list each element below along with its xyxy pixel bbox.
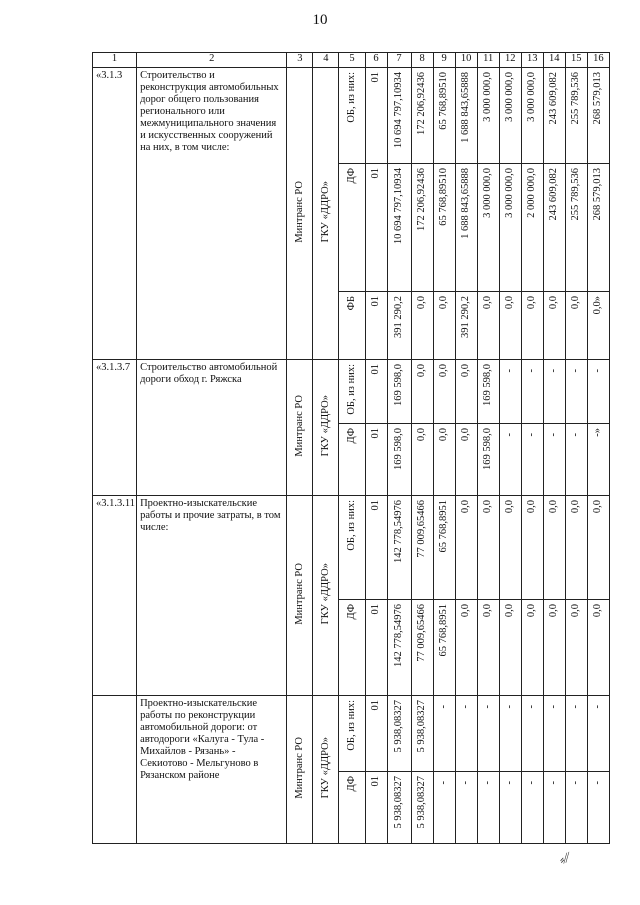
source-cell	[339, 424, 365, 496]
grbs-code-cell	[365, 696, 387, 772]
amount-cell	[587, 292, 609, 360]
cell-text: 0,0	[460, 604, 472, 618]
amount-cell	[387, 696, 411, 772]
cell-text: 01	[369, 296, 381, 307]
grbs-code-cell	[365, 496, 387, 600]
item-code: «3.1.3	[93, 68, 137, 360]
amount-cell	[587, 164, 609, 292]
cell-text: 172 206,92436	[416, 72, 428, 135]
amount-cell	[543, 164, 565, 292]
cell-text: 142 778,54976	[393, 604, 405, 667]
amount-cell	[565, 696, 587, 772]
amount-cell	[587, 600, 609, 696]
cell-text: 0,0	[526, 604, 538, 618]
grbs-code-cell	[365, 360, 387, 424]
cell-text: 0,0	[526, 296, 538, 310]
amount-cell	[387, 360, 411, 424]
cell-text: 0,0	[548, 296, 560, 310]
amount-cell	[455, 772, 477, 844]
header-row	[93, 53, 610, 68]
cell-text: -	[460, 704, 472, 708]
participant-cell	[287, 360, 313, 496]
participant-cell	[287, 696, 313, 844]
cell-text: 0,0»	[592, 296, 604, 315]
amount-cell	[455, 696, 477, 772]
header-cell: 14	[543, 53, 565, 68]
cell-text: 01	[369, 72, 381, 83]
header-cell: 3	[287, 53, 313, 68]
source-cell	[339, 696, 365, 772]
cell-text: -	[592, 704, 604, 708]
cell-text: 0,0	[416, 364, 428, 378]
executor-cell-text: ГКУ «ДДРО»	[319, 562, 331, 625]
amount-cell	[521, 360, 543, 424]
header-cell: 2	[137, 53, 287, 68]
cell-text: 0,0	[482, 296, 494, 310]
executor-cell	[313, 68, 339, 360]
header-cell: 6	[365, 53, 387, 68]
page-number: 10	[312, 12, 328, 28]
cell-text: 5 938,08327	[416, 700, 428, 753]
cell-text: 0,0	[504, 296, 516, 310]
cell-text: -	[504, 432, 516, 436]
cell-text: -	[504, 780, 516, 784]
amount-cell	[477, 292, 499, 360]
amount-cell	[565, 292, 587, 360]
grbs-code-cell	[365, 68, 387, 164]
amount-cell	[521, 600, 543, 696]
amount-cell	[499, 360, 521, 424]
cell-text: 0,0	[416, 296, 428, 310]
cell-text: 0,0	[570, 296, 582, 310]
cell-text: 65 768,89510	[438, 72, 450, 130]
item-code: «3.1.3.11	[93, 496, 137, 696]
source-cell	[339, 772, 365, 844]
grbs-code-cell	[365, 772, 387, 844]
amount-cell	[477, 360, 499, 424]
header-cell: 10	[455, 53, 477, 68]
amount-cell	[587, 360, 609, 424]
amount-cell	[387, 164, 411, 292]
cell-text: 0,0	[438, 364, 450, 378]
amount-cell	[433, 164, 455, 292]
item-code	[93, 696, 137, 844]
cell-text: 01	[369, 604, 381, 615]
table-row	[93, 360, 610, 424]
cell-text: 0,0	[482, 604, 494, 618]
cell-text: -	[504, 704, 516, 708]
amount-cell	[411, 696, 433, 772]
cell-text: 0,0	[460, 428, 472, 442]
cell-text: ОБ, из них:	[345, 500, 357, 551]
cell-text: 65 768,8951	[438, 604, 450, 657]
cell-text: 2 000 000,0	[526, 168, 538, 218]
amount-cell	[433, 496, 455, 600]
amount-cell	[411, 68, 433, 164]
amount-cell	[499, 772, 521, 844]
grbs-code-cell	[365, 424, 387, 496]
cell-text: 3 000 000,0	[504, 168, 516, 218]
grbs-code-cell	[365, 164, 387, 292]
amount-cell	[411, 496, 433, 600]
amount-cell	[455, 496, 477, 600]
amount-cell	[477, 164, 499, 292]
cell-text: 169 598,0	[482, 364, 494, 406]
amount-cell	[387, 496, 411, 600]
cell-text: 243 609,082	[548, 168, 560, 221]
amount-cell	[587, 496, 609, 600]
cell-text: 243 609,082	[548, 72, 560, 125]
amount-cell	[565, 360, 587, 424]
grbs-code-cell	[365, 292, 387, 360]
source-cell	[339, 600, 365, 696]
header-cell: 15	[565, 53, 587, 68]
source-cell	[339, 164, 365, 292]
cell-text: 5 938,08327	[393, 776, 405, 829]
cell-text: 10 694 797,10934	[393, 168, 405, 245]
cell-text: 391 290,2	[393, 296, 405, 338]
cell-text: 3 000 000,0	[526, 72, 538, 122]
cell-text: -	[570, 780, 582, 784]
participant-cell	[287, 496, 313, 696]
item-name: Строительство автомобильной дороги обход г. Ряжска	[137, 360, 287, 496]
cell-text: 169 598,0	[393, 364, 405, 406]
cell-text: 01	[369, 700, 381, 711]
cell-text: 3 000 000,0	[482, 72, 494, 122]
cell-text: 10 694 797,10934	[393, 72, 405, 149]
header-cell: 16	[587, 53, 609, 68]
amount-cell	[455, 68, 477, 164]
amount-cell	[433, 772, 455, 844]
amount-cell	[433, 600, 455, 696]
amount-cell	[477, 600, 499, 696]
cell-text: -	[482, 780, 494, 784]
cell-text: 0,0	[438, 296, 450, 310]
cell-text: -	[548, 432, 560, 436]
source-cell	[339, 292, 365, 360]
cell-text: -	[548, 780, 560, 784]
cell-text: 268 579,013	[592, 168, 604, 221]
table-row	[93, 696, 610, 772]
amount-cell	[387, 424, 411, 496]
amount-cell	[387, 292, 411, 360]
executor-cell-text: ГКУ «ДДРО»	[319, 736, 331, 799]
item-name: Строительство и реконструкция автомобильных дорог общего пользования регионального или межмуниципального значения и искусственных сооружений на них, в том числе:	[137, 68, 287, 360]
amount-cell	[477, 424, 499, 496]
header-cell: 7	[387, 53, 411, 68]
amount-cell	[499, 696, 521, 772]
header-cell: 13	[521, 53, 543, 68]
header-cell: 12	[499, 53, 521, 68]
item-code: «3.1.3.7	[93, 360, 137, 496]
amount-cell	[477, 696, 499, 772]
amount-cell	[433, 424, 455, 496]
cell-text: 01	[369, 500, 381, 511]
amount-cell	[499, 600, 521, 696]
cell-text: 255 789,536	[570, 72, 582, 125]
executor-cell	[313, 496, 339, 696]
table-row	[93, 68, 610, 164]
amount-cell	[499, 292, 521, 360]
amount-cell	[587, 772, 609, 844]
cell-text: 169 598,0	[393, 428, 405, 470]
cell-text: 3 000 000,0	[482, 168, 494, 218]
amount-cell	[543, 68, 565, 164]
cell-text: ДФ	[345, 604, 357, 620]
amount-cell	[543, 360, 565, 424]
cell-text: -	[570, 432, 582, 436]
header-cell: 5	[339, 53, 365, 68]
participant-cell-text: Минтранс РО	[293, 562, 305, 625]
amount-cell	[565, 424, 587, 496]
cell-text: -	[526, 432, 538, 436]
amount-cell	[455, 360, 477, 424]
cell-text: 0,0	[482, 500, 494, 514]
cell-text: 01	[369, 364, 381, 375]
cell-text: -	[570, 704, 582, 708]
cell-text: 1 688 843,65888	[460, 168, 472, 239]
amount-cell	[543, 292, 565, 360]
cell-text: 255 789,536	[570, 168, 582, 221]
amount-cell	[455, 424, 477, 496]
amount-cell	[387, 68, 411, 164]
cell-text: 391 290,2	[460, 296, 472, 338]
cell-text: 142 778,54976	[393, 500, 405, 563]
cell-text: 169 598,0	[482, 428, 494, 470]
amount-cell	[477, 772, 499, 844]
cell-text: ФБ	[345, 296, 357, 311]
cell-text: ОБ, из них:	[345, 72, 357, 123]
amount-cell	[477, 68, 499, 164]
item-name: Проектно-изыскательские работы и прочие затраты, в том числе:	[137, 496, 287, 696]
amount-cell	[565, 772, 587, 844]
amount-cell	[521, 772, 543, 844]
cell-text: 1 688 843,65888	[460, 72, 472, 143]
cell-text: -	[592, 780, 604, 784]
cell-text: -	[548, 368, 560, 372]
amount-cell	[455, 292, 477, 360]
cell-text: 0,0	[592, 604, 604, 618]
cell-text: ОБ, из них:	[345, 700, 357, 751]
cell-text: 3 000 000,0	[504, 72, 516, 122]
cell-text: -	[592, 368, 604, 372]
cell-text: 77 009,65466	[416, 604, 428, 662]
header-cell: 11	[477, 53, 499, 68]
amount-cell	[477, 496, 499, 600]
cell-text: -	[570, 368, 582, 372]
cell-text: 0,0	[460, 500, 472, 514]
cell-text: -	[504, 368, 516, 372]
amount-cell	[543, 496, 565, 600]
cell-text: 268 579,013	[592, 72, 604, 125]
cell-text: ОБ, из них:	[345, 364, 357, 415]
cell-text: 5 938,08327	[416, 776, 428, 829]
cell-text: -	[438, 780, 450, 784]
executor-cell	[313, 696, 339, 844]
cell-text: -»	[592, 428, 604, 437]
amount-cell	[455, 600, 477, 696]
amount-cell	[543, 600, 565, 696]
cell-text: 0,0	[460, 364, 472, 378]
cell-text: 0,0	[548, 500, 560, 514]
amount-cell	[587, 424, 609, 496]
amount-cell	[521, 68, 543, 164]
cell-text: 01	[369, 428, 381, 439]
amount-cell	[521, 424, 543, 496]
amount-cell	[411, 772, 433, 844]
cell-text: 0,0	[548, 604, 560, 618]
amount-cell	[433, 292, 455, 360]
cell-text: 65 768,89510	[438, 168, 450, 226]
cell-text: 5 938,08327	[393, 700, 405, 753]
amount-cell	[521, 496, 543, 600]
amount-cell	[543, 424, 565, 496]
cell-text: ДФ	[345, 776, 357, 792]
cell-text: 0,0	[438, 428, 450, 442]
amount-cell	[411, 424, 433, 496]
amount-cell	[565, 496, 587, 600]
amount-cell	[499, 164, 521, 292]
cell-text: 0,0	[504, 604, 516, 618]
cell-text: -	[460, 780, 472, 784]
header-cell: 8	[411, 53, 433, 68]
cell-text: 65 768,8951	[438, 500, 450, 553]
source-cell	[339, 68, 365, 164]
cell-text: 0,0	[526, 500, 538, 514]
amount-cell	[411, 292, 433, 360]
amount-cell	[411, 360, 433, 424]
source-cell	[339, 496, 365, 600]
amount-cell	[565, 68, 587, 164]
cell-text: -	[526, 704, 538, 708]
participant-cell	[287, 68, 313, 360]
amount-cell	[387, 772, 411, 844]
cell-text: 172 206,92436	[416, 168, 428, 231]
budget-table	[92, 52, 610, 844]
item-name: Проектно-изыскательские работы по реконструкции автомобильной дороги: от автодороги «Калуга - Тула - Михайлов - Рязань» - Секиотово - Мельгуново в Рязанском районе	[137, 696, 287, 844]
cell-text: 0,0	[570, 604, 582, 618]
executor-cell-text: ГКУ «ДДРО»	[319, 180, 331, 243]
amount-cell	[499, 68, 521, 164]
amount-cell	[387, 600, 411, 696]
participant-cell-text: Минтранс РО	[293, 180, 305, 243]
cell-text: 77 009,65466	[416, 500, 428, 558]
cell-text: -	[548, 704, 560, 708]
amount-cell	[521, 164, 543, 292]
cell-text: ДФ	[345, 168, 357, 184]
cell-text: 0,0	[504, 500, 516, 514]
amount-cell	[543, 772, 565, 844]
cell-text: 0,0	[570, 500, 582, 514]
amount-cell	[433, 360, 455, 424]
amount-cell	[565, 600, 587, 696]
amount-cell	[455, 164, 477, 292]
amount-cell	[411, 600, 433, 696]
header-cell: 1	[93, 53, 137, 68]
cell-text: 0,0	[416, 428, 428, 442]
cell-text: ДФ	[345, 428, 357, 444]
amount-cell	[499, 424, 521, 496]
cell-text: 0,0	[592, 500, 604, 514]
participant-cell-text: Минтранс РО	[293, 736, 305, 799]
amount-cell	[411, 164, 433, 292]
header-cell: 9	[433, 53, 455, 68]
source-cell	[339, 360, 365, 424]
amount-cell	[565, 164, 587, 292]
cell-text: -	[482, 704, 494, 708]
executor-cell	[313, 360, 339, 496]
participant-cell-text: Минтранс РО	[293, 394, 305, 457]
amount-cell	[499, 496, 521, 600]
table-row	[93, 496, 610, 600]
handwritten-mark: ⸗⁄⁄	[557, 850, 572, 869]
cell-text: 01	[369, 168, 381, 179]
cell-text: -	[438, 704, 450, 708]
cell-text: -	[526, 780, 538, 784]
amount-cell	[521, 696, 543, 772]
executor-cell-text: ГКУ «ДДРО»	[319, 394, 331, 457]
amount-cell	[433, 68, 455, 164]
cell-text: -	[526, 368, 538, 372]
amount-cell	[521, 292, 543, 360]
amount-cell	[543, 696, 565, 772]
header-cell: 4	[313, 53, 339, 68]
amount-cell	[433, 696, 455, 772]
grbs-code-cell	[365, 600, 387, 696]
amount-cell	[587, 68, 609, 164]
cell-text: 01	[369, 776, 381, 787]
amount-cell	[587, 696, 609, 772]
